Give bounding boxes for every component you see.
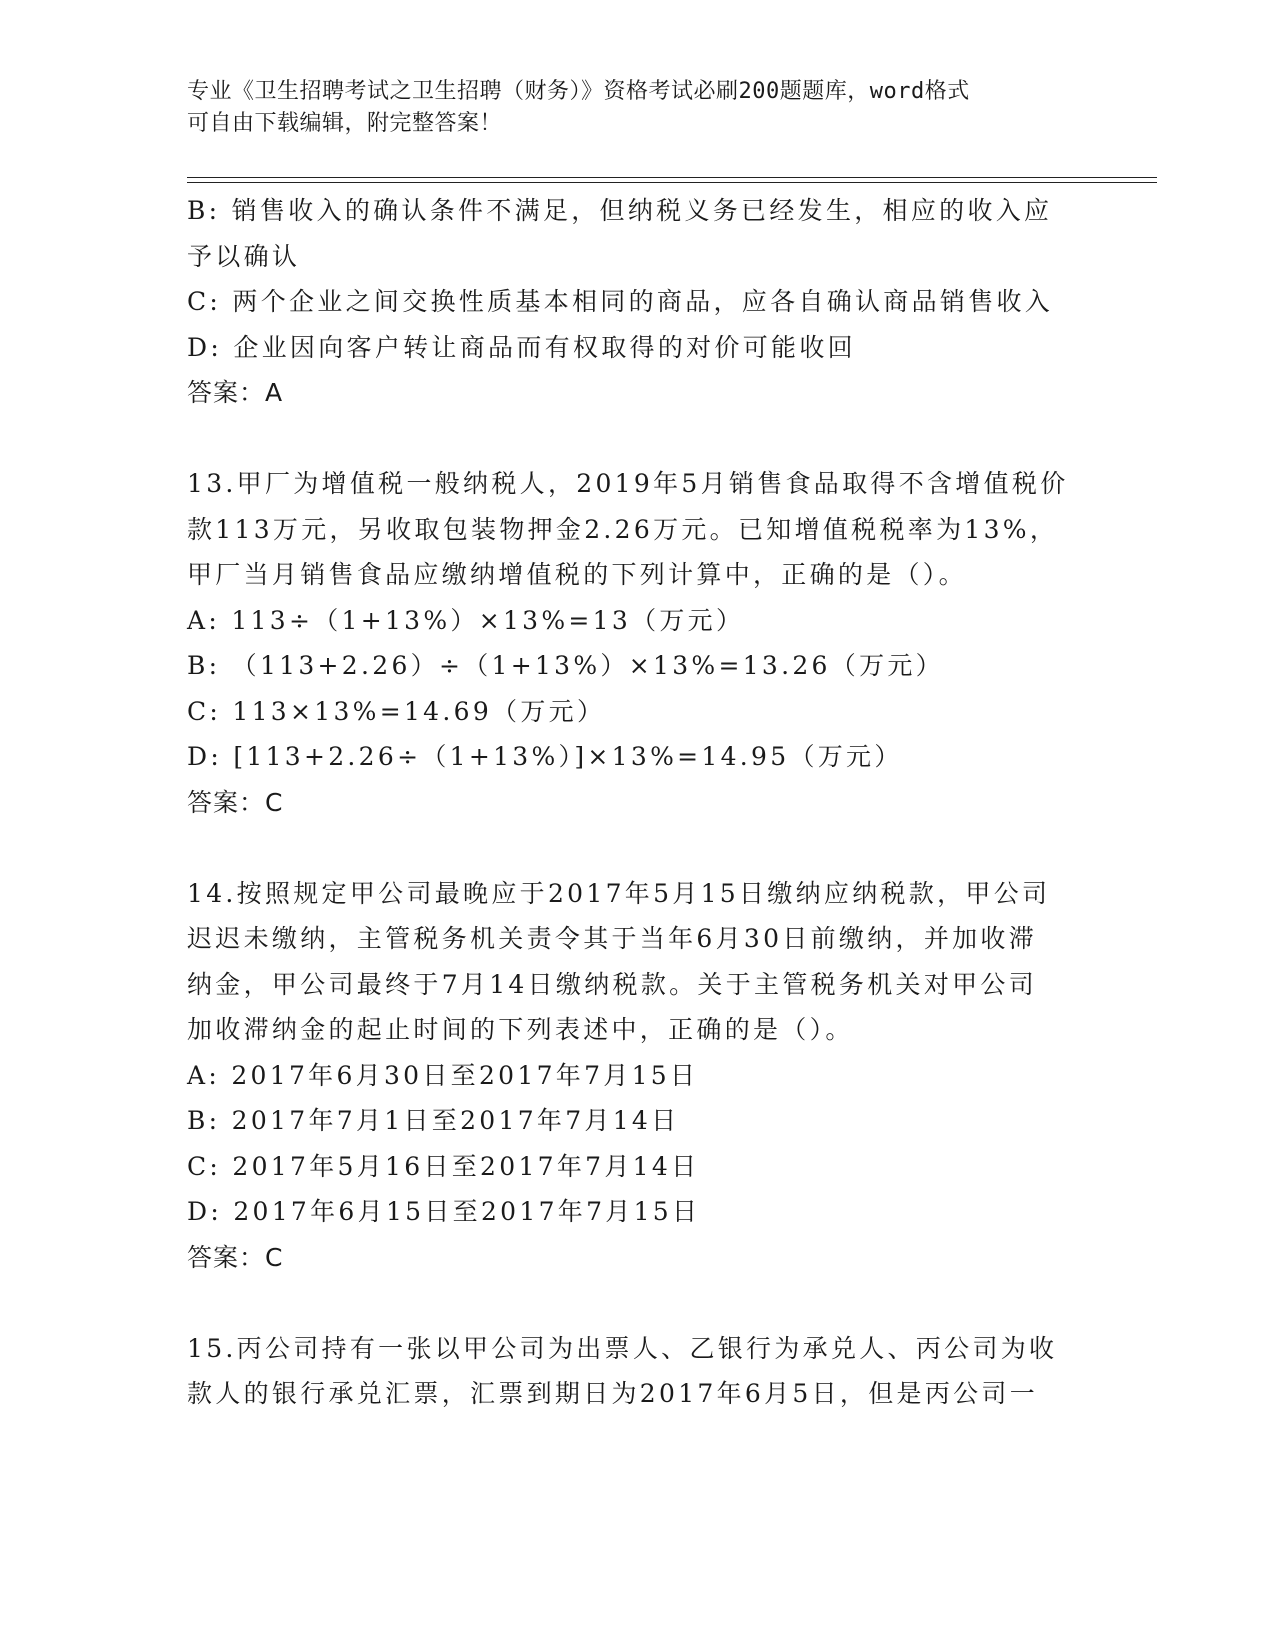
question-13 — [187, 461, 1087, 825]
document-header — [187, 76, 1087, 140]
option-b: B: 2017年7月1日至2017年7月14日 — [187, 1106, 680, 1135]
question-stem-line: 加收滞纳金的起止时间的下列表述中，正确的是（）。 — [187, 1015, 854, 1044]
answer: 答案：C — [187, 1242, 284, 1272]
question-stem-line: 款113万元，另收取包装物押金2.26万元。已知增值税税率为13%， — [187, 514, 1059, 544]
question-stem-line: 款人的银行承兑汇票，汇票到期日为2017年6月5日，但是丙公司一 — [187, 1379, 1039, 1408]
option-d: D: 2017年6月15日至2017年7月15日 — [187, 1197, 701, 1226]
option-c: C: 113×13%=14.69（万元） — [187, 696, 606, 726]
option-c: C: 2017年5月16日至2017年7月14日 — [187, 1151, 700, 1181]
spacer — [187, 1280, 1087, 1326]
question-15 — [187, 1326, 1087, 1417]
header-line-2: 可自由下载编辑，附完整答案！ — [187, 111, 503, 136]
document-body — [187, 188, 1087, 1417]
spacer — [187, 416, 1087, 462]
option-d: D: [113+2.26÷（1+13%）]×13%=14.95（万元） — [187, 742, 903, 771]
option-a: A: 113÷（1+13%）×13%=13（万元） — [187, 605, 745, 635]
option-b: B: （113+2.26）÷（1+13%）×13%=13.26（万元） — [187, 651, 944, 680]
answer: 答案：A — [187, 378, 284, 407]
header-divider-bottom — [187, 182, 1157, 183]
option-b: B: 销售收入的确认条件不满足，但纳税义务已经发生，相应的收入应 — [187, 196, 1053, 225]
question-stem-line: 纳金，甲公司最终于7月14日缴纳税款。关于主管税务机关对甲公司 — [187, 969, 1038, 999]
question-stem-line: 15.丙公司持有一张以甲公司为出票人、乙银行为承兑人、丙公司为收 — [187, 1333, 1058, 1363]
question-14 — [187, 871, 1087, 1281]
option-d: D: 企业因向客户转让商品而有权取得的对价可能收回 — [187, 332, 856, 362]
question-12-tail — [187, 188, 1087, 416]
option-b-continued: 予以确认 — [187, 241, 301, 271]
header-line-1: 专业《卫生招聘考试之卫生招聘（财务）》资格考试必刷200题题库，word格式 — [187, 79, 970, 104]
question-stem-line: 13.甲厂为增值税一般纳税人，2019年5月销售食品取得不含增值税价 — [187, 469, 1069, 498]
option-c: C: 两个企业之间交换性质基本相同的商品，应各自确认商品销售收入 — [187, 287, 1054, 316]
answer: 答案：C — [187, 787, 284, 817]
question-stem-line: 迟迟未缴纳，主管税务机关责令其于当年6月30日前缴纳，并加收滞 — [187, 924, 1038, 953]
header-divider-top — [187, 177, 1157, 178]
option-a: A: 2017年6月30日至2017年7月15日 — [187, 1060, 699, 1090]
spacer — [187, 825, 1087, 871]
question-stem-line: 14.按照规定甲公司最晚应于2017年5月15日缴纳应纳税款，甲公司 — [187, 878, 1051, 908]
question-stem-line: 甲厂当月销售食品应缴纳增值税的下列计算中，正确的是（）。 — [187, 560, 967, 589]
